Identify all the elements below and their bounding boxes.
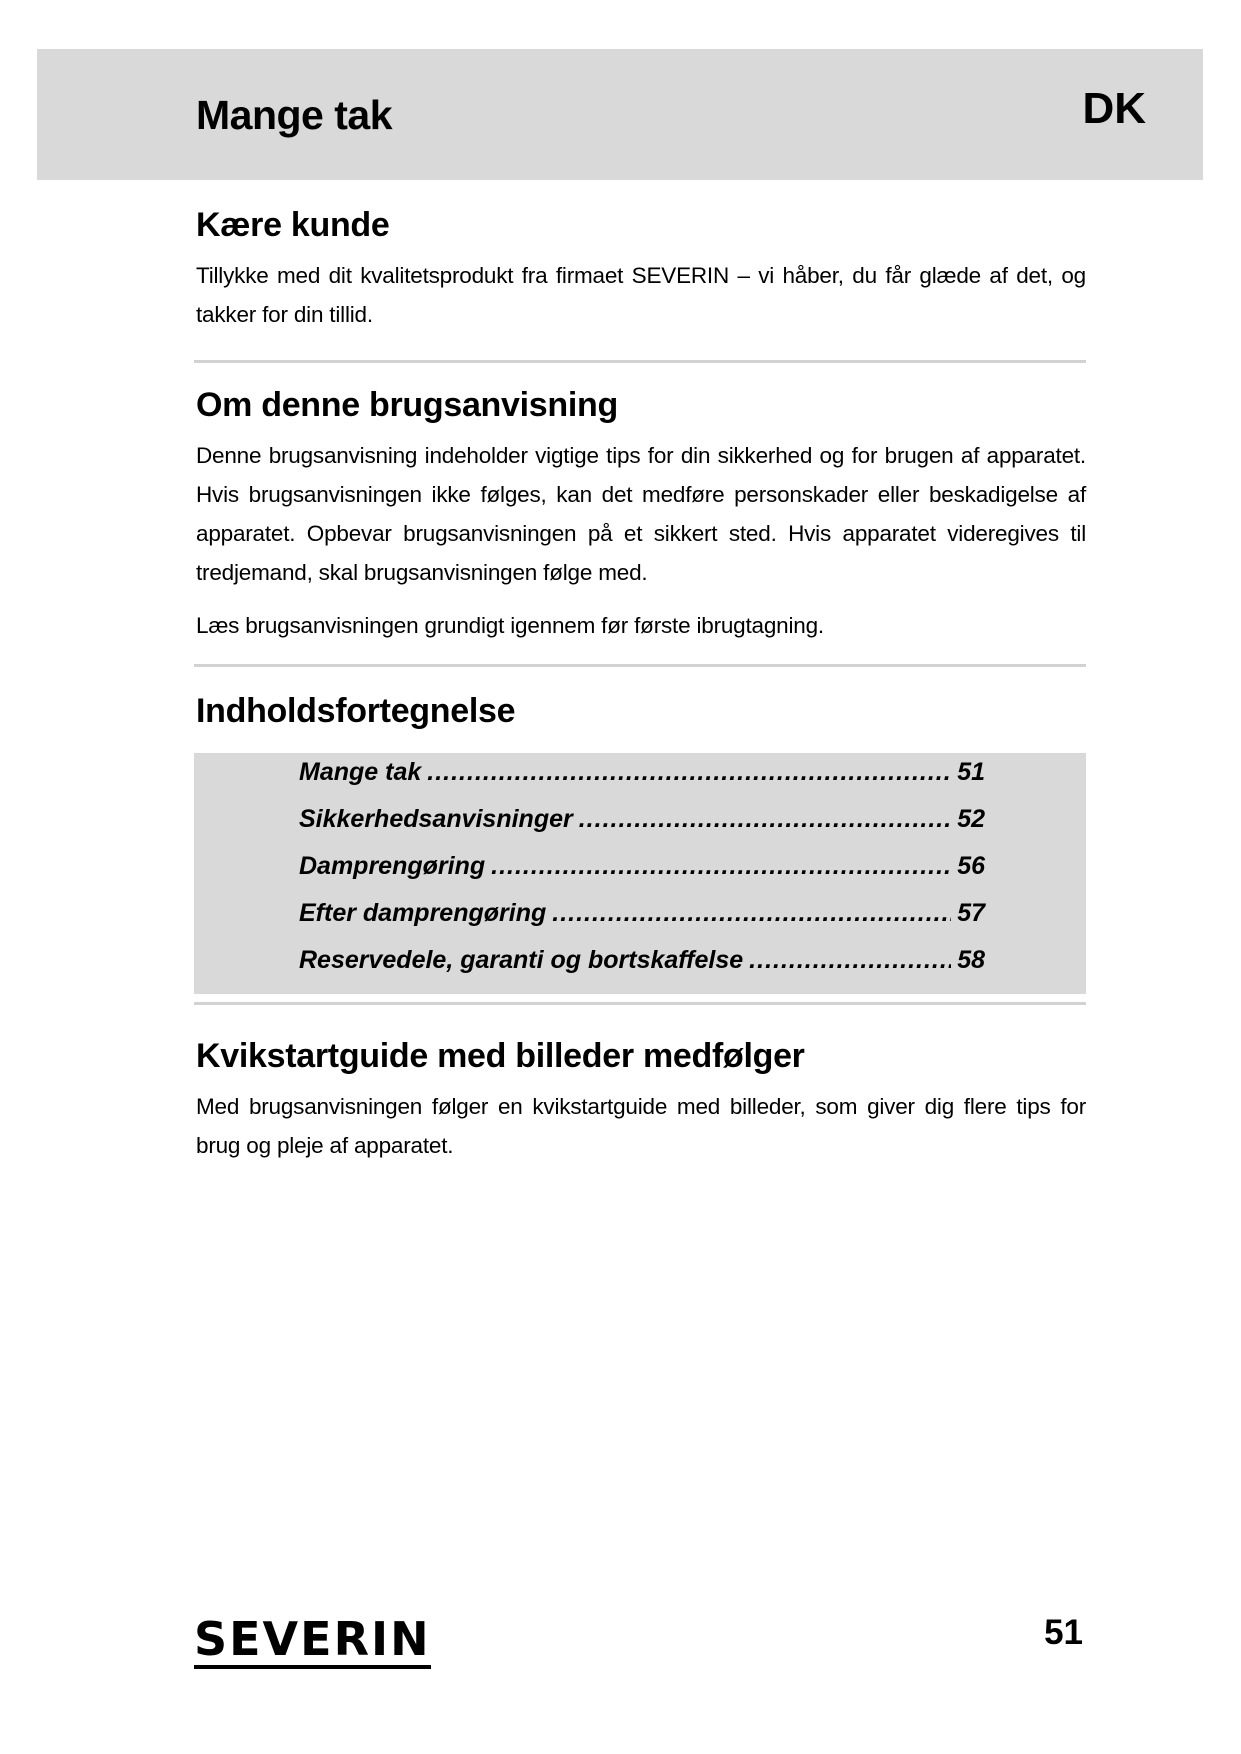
page-title: Mange tak bbox=[196, 92, 392, 138]
toc-item-page: 58 bbox=[957, 946, 985, 974]
page-number: 51 bbox=[1044, 1613, 1083, 1652]
toc-leader-dots bbox=[427, 758, 951, 787]
toc-item-label: Sikkerhedsanvisninger bbox=[299, 805, 573, 833]
section-title-toc: Indholdsfortegnelse bbox=[196, 692, 516, 730]
toc-item-page: 56 bbox=[957, 852, 985, 880]
toc-item[interactable] bbox=[299, 899, 985, 939]
section-title-quickstart: Kvikstartguide med billeder medfølger bbox=[196, 1037, 805, 1075]
language-code: DK bbox=[1082, 84, 1146, 133]
toc-leader-dots bbox=[749, 946, 951, 975]
toc-item-page: 51 bbox=[957, 758, 985, 786]
paragraph-about-manual: Denne brugsanvisning indeholder vigtige tips for din sikkerhed og for brugen af apparatet. Hvis brugsanvisningen ikke følges, kan det medføre personskader eller beskadigelse af apparatet. Opbevar brugsanvisningen på et sikkert sted. Hvis apparatet videregives til tredjemand, skal brugsanvisningen følge med. bbox=[196, 443, 1086, 585]
toc-item[interactable] bbox=[299, 758, 985, 798]
toc-item-page: 52 bbox=[957, 805, 985, 833]
paragraph-quickstart: Med brugsanvisningen følger en kvikstartguide med billeder, som giver dig flere tips for brug og pleje af apparatet. bbox=[196, 1094, 1086, 1158]
toc-item-page: 57 bbox=[957, 899, 985, 927]
section-title-dear-customer: Kære kunde bbox=[196, 206, 390, 244]
toc-item[interactable] bbox=[299, 946, 985, 986]
toc-leader-dots bbox=[579, 805, 951, 834]
toc-item-label: Mange tak bbox=[299, 758, 422, 786]
toc-item-label: Efter damprengøring bbox=[299, 899, 547, 927]
severin-logo: SEVERIN bbox=[194, 1615, 431, 1669]
paragraph-dear-customer: Tillykke med dit kvalitetsprodukt fra firmaet SEVERIN – vi håber, du får glæde af det, og takker for din tillid. bbox=[196, 263, 1086, 327]
toc-item-label: Reservedele, garanti og bortskaffelse bbox=[299, 946, 744, 974]
divider bbox=[194, 360, 1086, 363]
toc-item[interactable] bbox=[299, 852, 985, 892]
divider bbox=[194, 664, 1086, 667]
section-title-about-manual: Om denne brugsanvisning bbox=[196, 386, 618, 424]
toc-leader-dots bbox=[552, 899, 951, 928]
toc-leader-dots bbox=[491, 852, 951, 881]
paragraph-read-manual: Læs brugsanvisningen grundigt igennem før første ibrugtagning. bbox=[196, 613, 824, 638]
toc-item[interactable] bbox=[299, 805, 985, 845]
divider bbox=[194, 1002, 1086, 1005]
toc-item-label: Damprengøring bbox=[299, 852, 486, 880]
